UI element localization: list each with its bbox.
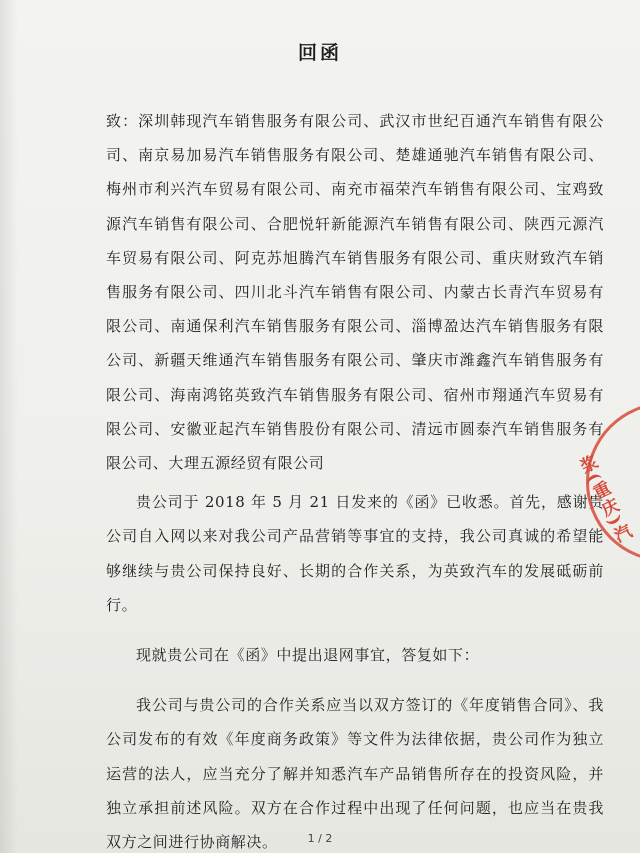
body-paragraph-1: 贵公司于 2018 年 5 月 21 日发来的《函》已收悉。首先，感谢贵公司自入网以来对我公司产品营销等事宜的支持，我公司真诚的希望能够继续与贵公司保持良好、长期的合作关系，为英致汽车的发展砥砺前行。 [106, 493, 604, 614]
body-paragraph-3: 我公司与贵公司的合作关系应当以双方签订的《年度销售合同》、我公司发布的有效《年度商务政策》等文件为法律依据，贵公司作为独立运营的法人，应当充分了解并知悉汽车产品销售所存在的投资风险，并独立承担前述风险。双方在合作过程中出现了任何问题，也应当在贵我双方之间进行协商解决。 [106, 696, 604, 852]
company-seal-text: 浆(重庆)汽 [574, 452, 635, 548]
document-title: 回函 [297, 42, 342, 64]
page-edge-shadow [0, 0, 18, 853]
body-paragraph-2: 现就贵公司在《函》中提出退网事宜，答复如下： [136, 646, 480, 665]
document-body [106, 104, 604, 853]
recipients-paragraph: 致：深圳韩现汽车销售服务有限公司、武汉市世纪百通汽车销售有限公司、南京易加易汽车销售服务有限公司、楚雄通驰汽车销售有限公司、梅州市利兴汽车贸易有限公司、南充市福荣汽车销售有限公司、宝鸡致源汽车销售有限公司、合肥悦轩新能源汽车销售有限公司、陕西元源汽车贸易有限公司、阿克苏旭腾汽车销售服务有限公司、重庆财致汽车销售服务有限公司、四川北斗汽车销售有限公司、内蒙古长青汽车贸易有限公司、南通保利汽车销售服务有限公司、淄博盈达汽车销售服务有限公司、新疆天维通汽车销售服务有限公司、肇庆市潍鑫汽车销售服务有限公司、海南鸿铭英致汽车销售服务有限公司、宿州市翔通汽车贸易有限公司、安徽亚起汽车销售股份有限公司、清远市圆泰汽车销售服务有限公司、大理五源经贸有限公司 [106, 112, 604, 473]
page-number: 1 / 2 [307, 832, 333, 845]
